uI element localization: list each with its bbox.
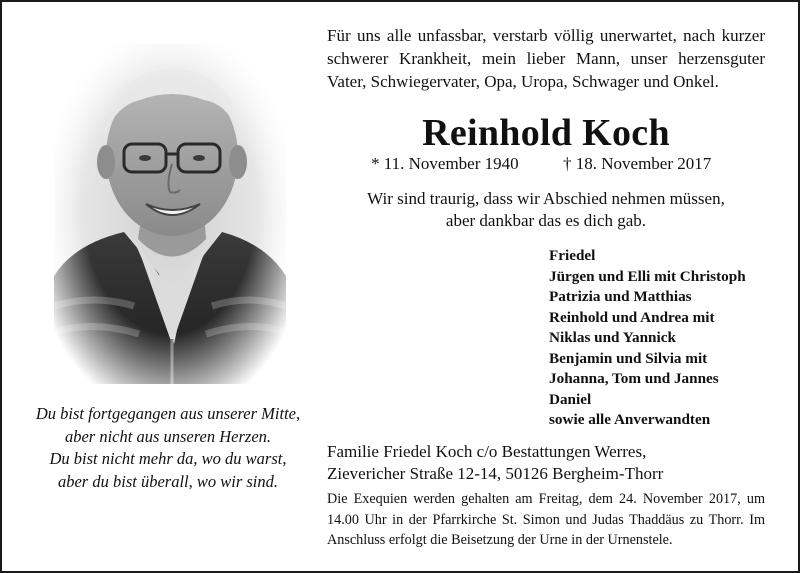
- poem-line: Du bist nicht mehr da, wo du warst,: [49, 449, 287, 468]
- portrait-illustration: [54, 44, 286, 384]
- portrait-photo: [54, 44, 286, 384]
- intro-text: Für uns alle unfassbar, verstarb völlig unerwartet, nach kurzer schwerer Krankheit, mein lieber Mann, unser herzensguter Vater, Schwiegervater, Opa, Uropa, Schwager und Onkel.: [327, 26, 765, 91]
- family-member: Reinhold und Andrea mit: [549, 308, 715, 326]
- poem-line: aber nicht aus unseren Herzen.: [64, 426, 272, 446]
- family-member: sowie alle Anverwandten: [549, 411, 711, 428]
- mourning-line: Wir sind traurig, dass wir Abschied nehmen müssen,: [367, 189, 725, 208]
- family-member: Johanna, Tom und Jannes: [549, 370, 719, 387]
- mourning-line: aber dankbar das es dich gab.: [445, 211, 647, 230]
- poem-line: Du bist fortgegangen aus unserer Mitte,: [35, 404, 301, 423]
- deceased-name: Reinhold Koch: [422, 112, 670, 154]
- family-list: [549, 246, 789, 431]
- contact-address: [327, 441, 777, 485]
- death-date: † 18. November 2017: [563, 154, 712, 173]
- family-member: Daniel: [549, 390, 592, 408]
- poem-line: aber du bist überall, wo wir sind.: [57, 471, 279, 491]
- memorial-poem: [20, 403, 316, 493]
- family-member: Benjamin und Silvia mit: [549, 349, 708, 367]
- contact-line: Familie Friedel Koch c/o Bestattungen Werres,: [327, 442, 647, 461]
- family-member: Patrizia und Matthias: [549, 288, 692, 305]
- family-member: Friedel: [549, 247, 596, 264]
- mourning-message: [327, 188, 765, 232]
- birth-date: * 11. November 1940: [371, 154, 519, 173]
- funeral-details: Die Exequien werden gehalten am Freitag, dem 24. November 2017, um 14.00 Uhr in der Pfarrkirche St. Simon und Judas Thaddäus zu Thorr. Im Anschluss erfolgt die Beisetzung der Urne in der Urnenstele.: [327, 491, 765, 548]
- family-member: Niklas und Yannick: [549, 329, 676, 346]
- contact-line: Zievericher Straße 12-14, 50126 Bergheim-Thorr: [327, 464, 664, 483]
- family-member: Jürgen und Elli mit Christoph: [549, 267, 746, 285]
